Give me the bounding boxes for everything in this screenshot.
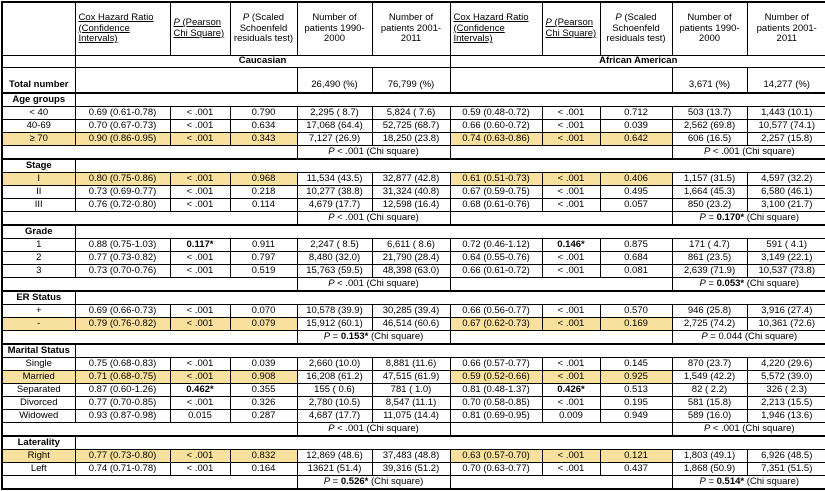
table-cell-caucasian-hr: 0.76 (0.72-0.80) [75,199,170,212]
table-cell-caucasian-n90: 2,247 ( 8.5) [297,239,372,252]
table-cell-african_american-p_schoenfeld: 0.169 [600,318,672,331]
table-row [2,371,825,384]
empty-cell [75,291,825,305]
table-cell-caucasian-p_pearson: < .001 [170,371,230,384]
table-cell-african_american-n01: 2,257 (15.8) [747,133,825,146]
p-value-summary-african-american: P = 0.514* (Chi square) [672,476,825,490]
table-row [2,291,825,305]
table-cell-african_american-p_pearson: < .001 [542,120,600,133]
table-cell-caucasian-n90: 15,763 (59.5) [297,265,372,278]
table-cell-african_american-n01: 1,946 (13.6) [747,410,825,423]
table-cell-african_american-hr: 0.66 (0.57-0.77) [450,358,542,371]
table-cell-african_american-n01: 3,100 (21.7) [747,199,825,212]
table-cell-african_american-hr: 0.63 (0.57-0.70) [450,450,542,463]
table-row [2,186,825,199]
table-cell-caucasian-n90: 12,869 (48.6) [297,450,372,463]
table-cell-caucasian-n01: 46,514 (60.6) [372,318,450,331]
table-cell-african_american-n90: 171 ( 4.7) [672,239,747,252]
table-cell-african_american-hr: 0.67 (0.59-0.75) [450,186,542,199]
row-label: ≥ 70 [2,133,75,146]
column-header-n01: Number of patients 2001-2011 [747,2,825,56]
table-cell-african_american-p_schoenfeld: 0.437 [600,463,672,476]
empty-cell [450,212,672,226]
table-row [2,239,825,252]
table-cell-african_american-hr: 0.66 (0.61-0.72) [450,265,542,278]
row-label: + [2,305,75,318]
table-cell-caucasian-p_schoenfeld: 0.114 [230,199,297,212]
table-row [2,56,825,68]
table-cell-african_american-n01: 10,361 (72.6) [747,318,825,331]
group-header-caucasian: Caucasian [75,56,450,68]
table-cell-caucasian-n01: 31,324 (40.8) [372,186,450,199]
empty-cell [450,68,672,94]
table-cell-african_american-p_pearson: < .001 [542,450,600,463]
column-header-p_schoenfeld: P (Scaled Schoenfeld residuals test) [600,2,672,56]
p-value-summary-african-american: P < .001 (Chi square) [672,423,825,437]
table-cell-caucasian-hr: 0.93 (0.87-0.98) [75,410,170,423]
corner-cell [2,2,75,56]
table-cell-caucasian-hr: 0.69 (0.66-0.73) [75,305,170,318]
table-cell-african_american-n90: 850 (23.2) [672,199,747,212]
empty-cell [2,423,297,437]
table-cell-african_american-n90: 2,562 (69.8) [672,120,747,133]
table-cell-african_american-n90: 1,868 (50.9) [672,463,747,476]
table-cell-caucasian-p_pearson: < .001 [170,265,230,278]
table-cell-african_american-p_pearson: < .001 [542,265,600,278]
table-cell-caucasian-p_schoenfeld: 0.326 [230,397,297,410]
table-cell-african_american-hr: 0.72 (0.46-1.12) [450,239,542,252]
table-cell-caucasian-p_schoenfeld: 0.164 [230,463,297,476]
table-cell-caucasian-hr: 0.75 (0.68-0.83) [75,358,170,371]
table-cell-african_american-hr: 0.81 (0.48-1.37) [450,384,542,397]
table-cell-caucasian-p_schoenfeld: 0.039 [230,358,297,371]
table-cell-caucasian-hr: 0.79 (0.76-0.82) [75,318,170,331]
table-cell-caucasian-n90: 15,912 (60.1) [297,318,372,331]
empty-cell [75,93,825,107]
row-label: Widowed [2,410,75,423]
table-row [2,410,825,423]
table-cell-african_american-n01: 5,572 (39.0) [747,371,825,384]
table-cell-caucasian-p_pearson: < .001 [170,107,230,120]
table-cell-african_american-p_pearson: < .001 [542,371,600,384]
table-row [2,146,825,160]
row-label: < 40 [2,107,75,120]
empty-cell [75,225,825,239]
table-cell-african_american-n01: 1,443 (10.1) [747,107,825,120]
table-cell-caucasian-p_pearson: < .001 [170,120,230,133]
table-cell-caucasian-p_pearson: < .001 [170,252,230,265]
table-cell-african_american-n90: 1,157 (31.5) [672,173,747,186]
table-row [2,344,825,358]
column-header-n01: Number of patients 2001-2011 [372,2,450,56]
empty-cell [75,436,825,450]
table-cell-caucasian-n90: 8,480 (32.0) [297,252,372,265]
empty-cell [75,344,825,358]
table-row [2,212,825,226]
table-cell-caucasian-p_schoenfeld: 0.519 [230,265,297,278]
p-value-summary-african-american: P < .001 (Chi square) [672,146,825,160]
table-cell-african_american-p_schoenfeld: 0.925 [600,371,672,384]
table-cell-caucasian-hr: 0.87 (0.60-1.26) [75,384,170,397]
empty-cell [75,68,297,94]
column-header-hr: Cox Hazard Ratio (Confidence Intervals) [75,2,170,56]
row-label: 3 [2,265,75,278]
p-value-summary-african-american: P = 0.044 (Chi square) [672,331,825,345]
table-cell-african_american-n90: 581 (15.8) [672,397,747,410]
table-cell-caucasian-p_schoenfeld: 0.797 [230,252,297,265]
table-cell-caucasian-hr: 0.71 (0.68-0.75) [75,371,170,384]
empty-cell [75,159,825,173]
table-cell-caucasian-p_pearson: < .001 [170,318,230,331]
table-cell-african_american-hr: 0.61 (0.51-0.73) [450,173,542,186]
table-cell-caucasian-hr: 0.73 (0.69-0.77) [75,186,170,199]
table-cell-african_american-n90: 1,803 (49.1) [672,450,747,463]
hazard-ratio-table [1,1,825,490]
table-cell-caucasian-n90: 17,068 (64.4) [297,120,372,133]
table-cell-african_american-hr: 0.70 (0.63-0.77) [450,463,542,476]
table-cell-caucasian-n01: 52,725 (68.7) [372,120,450,133]
table-cell-african_american-n01: 7,351 (51.5) [747,463,825,476]
table-cell-caucasian-n90: 4,687 (17.7) [297,410,372,423]
table-row [2,225,825,239]
table-cell-caucasian-p_pearson: < .001 [170,358,230,371]
table-cell-african_american-n90: 861 (23.5) [672,252,747,265]
table-cell-caucasian-n01: 8,881 (11.6) [372,358,450,371]
table-cell-caucasian-p_schoenfeld: 0.911 [230,239,297,252]
p-value-summary-caucasian: P = 0.526* (Chi square) [297,476,450,490]
empty-cell [2,331,297,345]
p-value-summary-caucasian: P < .001 (Chi square) [297,423,450,437]
table-cell-african_american-p_pearson: < .001 [542,358,600,371]
table-cell-african_american-n01: 2,213 (15.5) [747,397,825,410]
section-label: Marital Status [2,344,75,358]
table-cell-caucasian-n01: 6,611 ( 8.6) [372,239,450,252]
table-cell-african_american-p_pearson: < .001 [542,107,600,120]
table-cell-caucasian-n01: 47,515 (61.9) [372,371,450,384]
table-cell-caucasian-n01: 11,075 (14.4) [372,410,450,423]
table-row [2,252,825,265]
table-cell-caucasian-hr: 0.77 (0.73-0.80) [75,450,170,463]
table-cell-caucasian-n01: 48,398 (63.0) [372,265,450,278]
table-cell-african_american-p_pearson: < .001 [542,186,600,199]
table-cell-african_american-n01: 3,149 (22.1) [747,252,825,265]
table-cell-african_american-p_schoenfeld: 0.039 [600,120,672,133]
table-cell-caucasian-hr: 0.73 (0.70-0.76) [75,265,170,278]
table-cell-caucasian-n01: 781 ( 1.0) [372,384,450,397]
group-header-african-american: African American [450,56,825,68]
table-cell-caucasian-p_pearson: < .001 [170,173,230,186]
table-row [2,305,825,318]
table-cell-caucasian-p_pearson: 0.117* [170,239,230,252]
table-cell-african_american-n01: 3,916 (27.4) [747,305,825,318]
table-cell-caucasian-n90: 11,534 (43.5) [297,173,372,186]
table-cell-african_american-n01: 10,537 (73.8) [747,265,825,278]
table-row [2,384,825,397]
table-row [2,173,825,186]
table-cell-caucasian-p_schoenfeld: 0.634 [230,120,297,133]
table-cell-caucasian-n01: 5,824 ( 7.6) [372,107,450,120]
table-cell-african_american-p_schoenfeld: 0.642 [600,133,672,146]
column-header-n90: Number of patients 1990-2000 [672,2,747,56]
table-cell-african_american-n90: 1,664 (45.3) [672,186,747,199]
table-cell-caucasian-hr: 0.77 (0.70-0.85) [75,397,170,410]
table-cell-caucasian-n01: 37,483 (48.8) [372,450,450,463]
table-cell-caucasian-n01: 12,598 (16.4) [372,199,450,212]
table-row [2,107,825,120]
table-cell-african_american-hr: 0.66 (0.60-0.72) [450,120,542,133]
table-cell-african_american-p_schoenfeld: 0.145 [600,358,672,371]
table-cell-african_american-p_pearson: < .001 [542,199,600,212]
table-row [2,450,825,463]
table-row [2,133,825,146]
table-cell-caucasian-hr: 0.77 (0.73-0.82) [75,252,170,265]
table-cell-caucasian-p_schoenfeld: 0.070 [230,305,297,318]
table-cell-caucasian-n90: 13621 (51.4) [297,463,372,476]
table-row [2,463,825,476]
table-cell-african_american-p_schoenfeld: 0.081 [600,265,672,278]
table-cell-caucasian-n90: 10,578 (39.9) [297,305,372,318]
table-cell-african_american-p_schoenfeld: 0.570 [600,305,672,318]
table-row [2,120,825,133]
table-cell-african_american-p_pearson: < .001 [542,397,600,410]
table-row [2,265,825,278]
p-value-summary-african-american: P = 0.170* (Chi square) [672,212,825,226]
table-cell-african_american-p_pearson: < .001 [542,133,600,146]
table-cell-caucasian-p_schoenfeld: 0.908 [230,371,297,384]
row-label: 2 [2,252,75,265]
table-cell-caucasian-p_pearson: 0.015 [170,410,230,423]
table-row [2,199,825,212]
table-cell-african_american-n90: 1,549 (42.2) [672,371,747,384]
p-value-summary-african-american: P = 0.053* (Chi square) [672,278,825,292]
table-cell-african_american-n90: 946 (25.8) [672,305,747,318]
table-cell-caucasian-p_schoenfeld: 0.832 [230,450,297,463]
table-cell-caucasian-p_pearson: 0.462* [170,384,230,397]
row-label: III [2,199,75,212]
row-label: II [2,186,75,199]
section-label: Age groups [2,93,75,107]
p-value-summary-caucasian: P < .001 (Chi square) [297,212,450,226]
table-cell-caucasian-hr: 0.90 (0.86-0.95) [75,133,170,146]
table-cell-african_american-p_pearson: < .001 [542,463,600,476]
table-cell-caucasian-n90: 4,679 (17.7) [297,199,372,212]
table-cell-african_american-p_pearson: < .001 [542,318,600,331]
table-cell-african_american-n01: 591 ( 4.1) [747,239,825,252]
table-cell-caucasian-n01: 21,790 (28.4) [372,252,450,265]
table-cell-caucasian-n90: 7,127 (26.9) [297,133,372,146]
table-cell-african_american-p_schoenfeld: 0.875 [600,239,672,252]
table-cell-african_american-n90: 2,639 (71.9) [672,265,747,278]
total-african-american-1990-2000: 3,671 (%) [672,68,747,94]
p-value-summary-caucasian: P < .001 (Chi square) [297,146,450,160]
table-cell-caucasian-n90: 2,780 (10.5) [297,397,372,410]
table-cell-african_american-hr: 0.81 (0.69-0.95) [450,410,542,423]
p-value-summary-caucasian: P < .001 (Chi square) [297,278,450,292]
table-row [2,318,825,331]
table-cell-caucasian-hr: 0.80 (0.75-0.86) [75,173,170,186]
column-header-p_schoenfeld: P (Scaled Schoenfeld residuals test) [230,2,297,56]
table-cell-african_american-n01: 6,580 (46.1) [747,186,825,199]
table-cell-african_american-p_pearson: < .001 [542,305,600,318]
table-cell-african_american-hr: 0.66 (0.56-0.77) [450,305,542,318]
p-value-summary-caucasian: P = 0.153* (Chi square) [297,331,450,345]
table-cell-caucasian-n90: 155 ( 0.6) [297,384,372,397]
table-cell-african_american-hr: 0.70 (0.58-0.85) [450,397,542,410]
empty-cell [2,476,297,490]
table-cell-african_american-p_pearson: 0.009 [542,410,600,423]
column-header-hr: Cox Hazard Ratio (Confidence Intervals) [450,2,542,56]
empty-cell [450,278,672,292]
table-row [2,423,825,437]
table-cell-african_american-n90: 589 (16.0) [672,410,747,423]
section-label: Grade [2,225,75,239]
table-cell-african_american-n01: 326 ( 2.3) [747,384,825,397]
table-cell-african_american-p_pearson: < .001 [542,252,600,265]
table-cell-caucasian-p_schoenfeld: 0.343 [230,133,297,146]
table-cell-caucasian-n90: 10,277 (38.8) [297,186,372,199]
table-cell-african_american-p_pearson: < .001 [542,173,600,186]
table-cell-caucasian-p_pearson: < .001 [170,450,230,463]
table-cell-african_american-n90: 606 (16.5) [672,133,747,146]
column-header-n90: Number of patients 1990-2000 [297,2,372,56]
total-caucasian-1990-2000: 26,490 (%) [297,68,372,94]
table-cell-african_american-p_pearson: 0.146* [542,239,600,252]
empty-cell [450,331,672,345]
table-cell-caucasian-n01: 32,877 (42.8) [372,173,450,186]
table-cell-african_american-n90: 2,725 (74.2) [672,318,747,331]
table-cell-african_american-hr: 0.59 (0.52-0.66) [450,371,542,384]
table-cell-caucasian-p_pearson: < .001 [170,199,230,212]
empty-cell [450,476,672,490]
table-cell-caucasian-n01: 18,250 (23.8) [372,133,450,146]
table-cell-african_american-n90: 503 (13.7) [672,107,747,120]
empty-cell [450,146,672,160]
table-cell-african_american-n90: 82 ( 2.2) [672,384,747,397]
table-cell-caucasian-p_schoenfeld: 0.287 [230,410,297,423]
table-cell-caucasian-n90: 16,208 (61.2) [297,371,372,384]
table-cell-african_american-p_schoenfeld: 0.195 [600,397,672,410]
row-label: Right [2,450,75,463]
row-label: I [2,173,75,186]
table-cell-african_american-hr: 0.59 (0.48-0.72) [450,107,542,120]
row-label: Married [2,371,75,384]
row-label: Single [2,358,75,371]
table-cell-caucasian-p_schoenfeld: 0.790 [230,107,297,120]
column-header-p_pearson: P (Pearson Chi Square) [542,2,600,56]
table-cell-caucasian-p_pearson: < .001 [170,397,230,410]
table-cell-african_american-hr: 0.68 (0.61-0.76) [450,199,542,212]
empty-cell [2,212,297,226]
table-cell-african_american-p_schoenfeld: 0.057 [600,199,672,212]
table-cell-african_american-hr: 0.74 (0.63-0.86) [450,133,542,146]
table-row [2,358,825,371]
table-cell-african_american-p_schoenfeld: 0.949 [600,410,672,423]
row-label: 40-69 [2,120,75,133]
row-label: 1 [2,239,75,252]
table-row [2,476,825,490]
table-cell-caucasian-p_schoenfeld: 0.355 [230,384,297,397]
table-cell-african_american-n90: 870 (23.7) [672,358,747,371]
column-header-p_pearson: P (Pearson Chi Square) [170,2,230,56]
table-cell-caucasian-n90: 2,295 ( 8.7) [297,107,372,120]
table-cell-african_american-p_schoenfeld: 0.406 [600,173,672,186]
table-cell-caucasian-n01: 8,547 (11.1) [372,397,450,410]
corner-cell [2,56,75,68]
table-cell-caucasian-p_pearson: < .001 [170,305,230,318]
table-cell-african_american-hr: 0.64 (0.55-0.76) [450,252,542,265]
table-cell-african_american-n01: 4,220 (29.6) [747,358,825,371]
table-cell-african_american-n01: 4,597 (32.2) [747,173,825,186]
table-cell-caucasian-p_schoenfeld: 0.968 [230,173,297,186]
empty-cell [450,423,672,437]
table-cell-african_american-n01: 10,577 (74.1) [747,120,825,133]
section-label: Stage [2,159,75,173]
empty-cell [2,146,297,160]
table-row [2,2,825,56]
row-label: - [2,318,75,331]
table-cell-caucasian-p_schoenfeld: 0.218 [230,186,297,199]
row-label-total: Total number [2,68,75,94]
table-cell-african_american-p_schoenfeld: 0.513 [600,384,672,397]
row-label: Left [2,463,75,476]
row-label: Separated [2,384,75,397]
table-row [2,397,825,410]
table-row [2,436,825,450]
table-row [2,159,825,173]
section-label: ER Status [2,291,75,305]
table-cell-african_american-hr: 0.67 (0.62-0.73) [450,318,542,331]
table-row [2,331,825,345]
total-african-american-2001-2011: 14,277 (%) [747,68,825,94]
table-row [2,93,825,107]
table-cell-caucasian-p_pearson: < .001 [170,463,230,476]
table-cell-caucasian-n01: 30,285 (39.4) [372,305,450,318]
table-cell-caucasian-p_pearson: < .001 [170,186,230,199]
table-row [2,68,825,94]
table-row [2,278,825,292]
table-cell-caucasian-hr: 0.74 (0.71-0.78) [75,463,170,476]
table-cell-african_american-p_schoenfeld: 0.712 [600,107,672,120]
table-cell-caucasian-hr: 0.69 (0.61-0.78) [75,107,170,120]
table-cell-caucasian-p_schoenfeld: 0.079 [230,318,297,331]
table-cell-african_american-p_schoenfeld: 0.121 [600,450,672,463]
table-cell-caucasian-n90: 2,660 (10.0) [297,358,372,371]
table-cell-african_american-n01: 6,926 (48.5) [747,450,825,463]
table-cell-african_american-p_schoenfeld: 0.684 [600,252,672,265]
section-label: Laterality [2,436,75,450]
table-cell-caucasian-p_pearson: < .001 [170,133,230,146]
row-label: Divorced [2,397,75,410]
empty-cell [2,278,297,292]
table-cell-caucasian-hr: 0.88 (0.75-1.03) [75,239,170,252]
total-caucasian-2001-2011: 76,799 (%) [372,68,450,94]
table-cell-caucasian-hr: 0.70 (0.67-0.73) [75,120,170,133]
table-cell-african_american-p_pearson: 0.426* [542,384,600,397]
table-cell-caucasian-n01: 39,316 (51.2) [372,463,450,476]
table-cell-african_american-p_schoenfeld: 0.495 [600,186,672,199]
table-body [2,2,825,489]
